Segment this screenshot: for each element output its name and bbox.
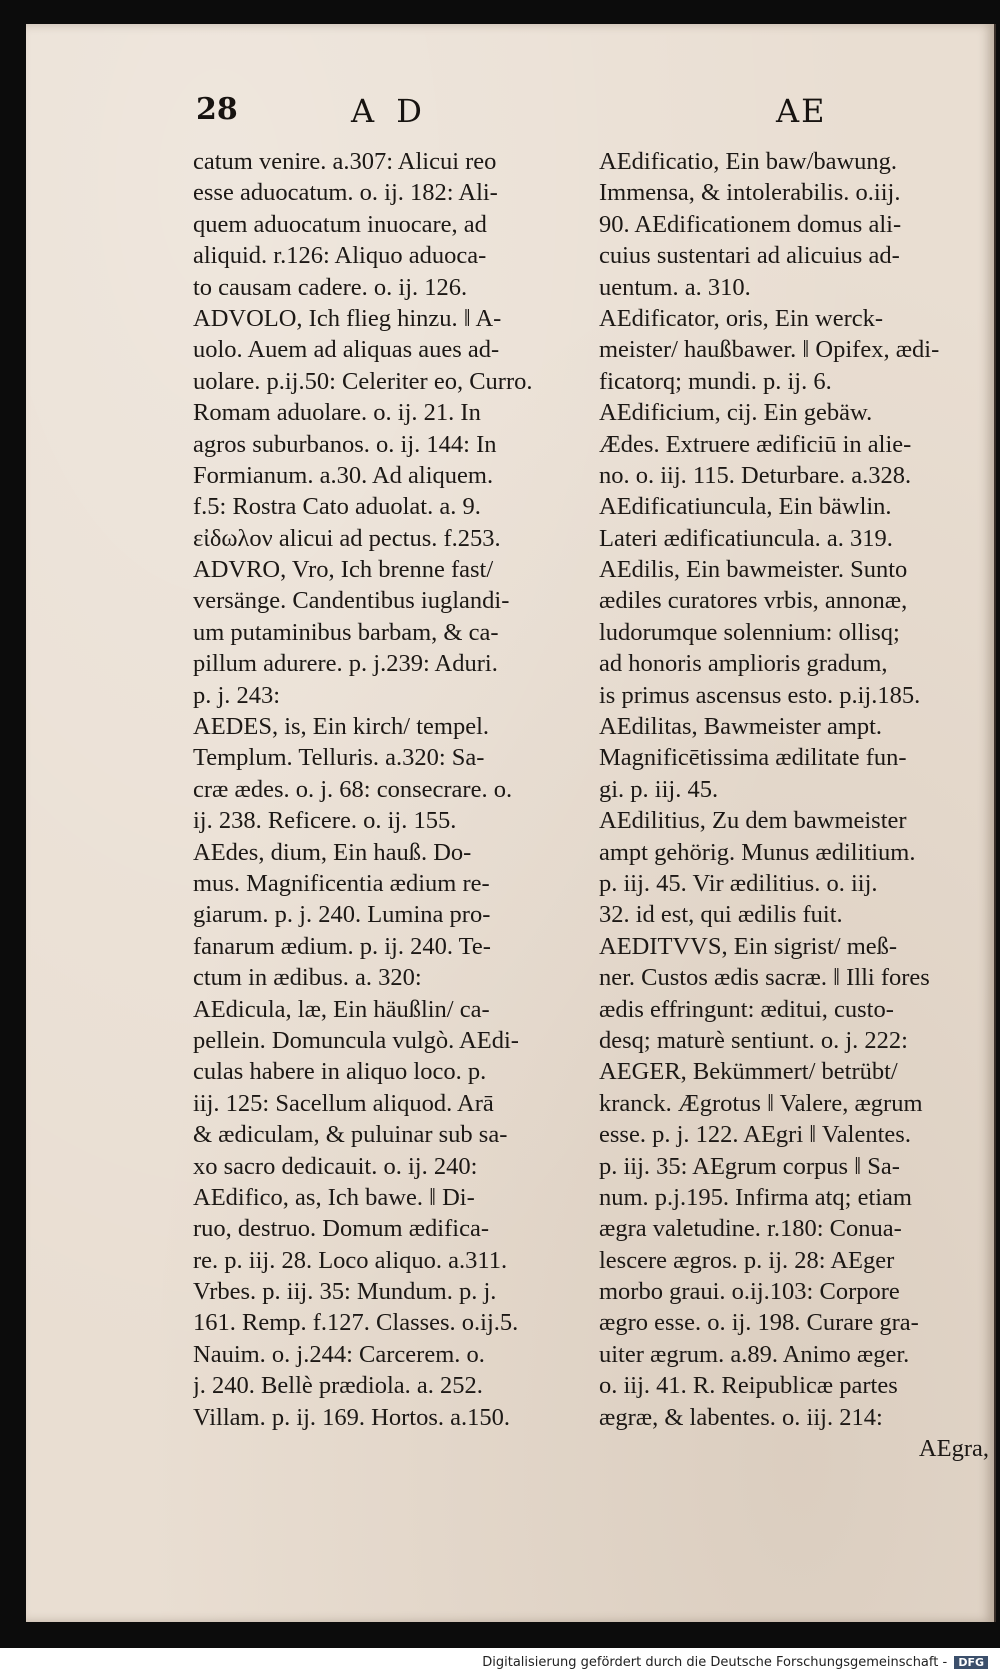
text-line: ctum in ædibus. a. 320:: [193, 964, 422, 992]
text-line: Immensa, & intolerabilis. o.iij.: [599, 179, 901, 207]
text-line: AEdificatio, Ein baw/bawung.: [599, 148, 898, 175]
text-line: AEdilitas, Bawmeister ampt.: [599, 713, 883, 741]
text-line: num. p.j.195. Infirma atq; etiam: [599, 1183, 912, 1211]
text-line: p. j. 243:: [193, 681, 281, 709]
text-line: AEDES, is, Ein kirch/ tempel.: [193, 713, 489, 741]
text-line: pellein. Domuncula vulgò. AEdi-: [193, 1026, 519, 1054]
text-line: to causam cadere. o. ij. 126.: [193, 273, 468, 301]
text-line: versänge. Candentibus iuglandi-: [193, 587, 510, 615]
text-line: uentum. a. 310.: [599, 273, 751, 301]
text-line: cræ ædes. o. j. 68: consecrare. o.: [193, 775, 513, 803]
left-text-column: [193, 146, 583, 1433]
text-line: um putaminibus barbam, & ca-: [193, 618, 499, 646]
text-line: uolo. Auem ad aliquas aues ad-: [193, 336, 500, 364]
text-line: f.5: Rostra Cato aduolat. a. 9.: [193, 493, 481, 521]
text-line: Lateri ædificatiuncula. a. 319.: [599, 524, 893, 552]
text-line: desq; maturè sentiunt. o. j. 222:: [599, 1026, 908, 1054]
text-line: iij. 125: Sacellum aliquod. Arā: [193, 1089, 494, 1117]
text-line: p. iij. 35: AEgrum corpus ‖ Sa-: [599, 1152, 900, 1180]
text-line: ampt gehörig. Munus ædilitium.: [599, 838, 916, 866]
text-line: uiter ægrum. a.89. Animo æger.: [599, 1340, 910, 1368]
text-line: kranck. Ægrotus ‖ Valere, ægrum: [599, 1089, 923, 1117]
text-line: culas habere in aliquo loco. p.: [193, 1058, 487, 1086]
text-line: Vrbes. p. iij. 35: Mundum. p. j.: [193, 1278, 497, 1306]
text-line: fanarum ædium. p. ij. 240. Te-: [193, 932, 491, 960]
page-number: 28: [196, 92, 238, 127]
text-line: morbo graui. o.ij.103: Corpore: [599, 1278, 900, 1306]
text-line: AEdificium, cij. Ein gebäw.: [599, 399, 873, 427]
text-line: AEdilis, Ein bawmeister. Sunto: [599, 556, 908, 584]
text-line: agros suburbanos. o. ij. 144: In: [193, 430, 497, 458]
text-line: is primus ascensus esto. p.ij.185.: [599, 681, 921, 709]
text-line: mus. Magnificentia ædium re-: [193, 869, 490, 897]
text-line: ægræ, & labentes. o. iij. 214:: [599, 1403, 883, 1431]
text-line: 32. id est, qui ædilis fuit.: [599, 901, 843, 929]
text-line: pillum adurere. p. j.239: Aduri.: [193, 650, 498, 678]
text-line: AEdifico, as, Ich bawe. ‖ Di-: [193, 1183, 475, 1211]
text-line: ruo, destruo. Domum ædifica-: [193, 1215, 489, 1243]
text-line: ADVRO, Vro, Ich brenne fast/: [193, 556, 494, 584]
text-line: AEdificator, oris, Ein werck-: [599, 304, 884, 332]
header-left-letters: A D: [351, 92, 428, 130]
text-line: lescere ægros. p. ij. 28: AEger: [599, 1246, 895, 1274]
digitization-credit: [482, 1655, 988, 1670]
book-page: [26, 24, 996, 1622]
text-line: AEdilitius, Zu dem bawmeister: [599, 807, 907, 835]
text-line: AEgra,: [918, 1435, 989, 1463]
text-line: AEdes, dium, Ein hauß. Do-: [193, 838, 472, 866]
text-line: ficatorq; mundi. p. ij. 6.: [599, 367, 832, 395]
text-line: ij. 238. Reficere. o. ij. 155.: [193, 807, 457, 835]
text-line: Romam aduolare. o. ij. 21. In: [193, 399, 481, 427]
text-line: ner. Custos ædis sacræ. ‖ Illi fores: [599, 964, 930, 992]
text-line: aliquid. r.126: Aliquo aduoca-: [193, 242, 487, 270]
text-line: Templum. Telluris. a.320: Sa-: [193, 744, 485, 772]
text-line: cuius sustentari ad alicuius ad-: [599, 242, 900, 270]
text-line: Ædes. Extruere ædificiū in alie-: [599, 430, 912, 458]
text-line: re. p. iij. 28. Loco aliquo. a.311.: [193, 1246, 508, 1274]
text-line: ædiles curatores vrbis, annonæ,: [599, 587, 908, 615]
text-line: gi. p. iij. 45.: [599, 775, 719, 803]
text-line: quem aduocatum inuocare, ad: [193, 210, 487, 238]
text-line: catum venire. a.307: Alicui reo: [193, 148, 497, 175]
right-text-column: [599, 146, 989, 1464]
text-line: ad honoris amplioris gradum,: [599, 650, 888, 678]
dfg-logo: DFG: [954, 1656, 988, 1669]
text-line: 90. AEdificationem domus ali-: [599, 210, 902, 238]
text-line: ægra valetudine. r.180: Conua-: [599, 1215, 902, 1243]
text-line: uolare. p.ij.50: Celeriter eo, Curro.: [193, 367, 533, 395]
text-line: ædis effringunt: æditui, custo-: [599, 995, 894, 1023]
text-line: no. o. iij. 115. Deturbare. a.328.: [599, 461, 912, 489]
text-line: ludorumque solennium: ollisq;: [599, 618, 900, 646]
text-line: o. iij. 41. R. Reipublicæ partes: [599, 1372, 898, 1400]
text-line: εἰδωλον alicui ad pectus. f.253.: [193, 524, 501, 552]
running-header: [166, 92, 976, 142]
text-line: meister/ haußbawer. ‖ Opifex, ædi-: [599, 336, 940, 364]
text-line: AEGER, Bekümmert/ betrübt/: [599, 1058, 898, 1086]
text-line: AEDITVVS, Ein sigrist/ meß-: [599, 932, 898, 960]
text-line: xo sacro dedicauit. o. ij. 240:: [193, 1152, 478, 1180]
credit-text: Digitalisierung gefördert durch die Deutsche Forschungsgemeinschaft -: [482, 1655, 948, 1670]
text-line: AEdificatiuncula, Ein bäwlin.: [599, 493, 892, 521]
text-line: Formianum. a.30. Ad aliquem.: [193, 461, 494, 489]
text-line: Magnificētissima ædilitate fun-: [599, 744, 907, 772]
text-line: esse. p. j. 122. AEgri ‖ Valentes.: [599, 1121, 911, 1149]
text-line: 161. Remp. f.127. Classes. o.ij.5.: [193, 1309, 519, 1337]
text-line: & ædiculam, & puluinar sub sa-: [193, 1121, 508, 1149]
text-line: esse aduocatum. o. ij. 182: Ali-: [193, 179, 498, 207]
text-line: Nauim. o. j.244: Carcerem. o.: [193, 1340, 485, 1368]
text-line: ADVOLO, Ich flieg hinzu. ‖ A-: [193, 304, 502, 332]
text-line: ægro esse. o. ij. 198. Curare gra-: [599, 1309, 919, 1337]
text-line: p. iij. 45. Vir ædilitius. o. iij.: [599, 869, 878, 897]
text-line: AEdicula, læ, Ein häußlin/ ca-: [193, 995, 490, 1023]
text-line: Villam. p. ij. 169. Hortos. a.150.: [193, 1403, 511, 1431]
text-line: j. 240. Bellè prædiola. a. 252.: [193, 1372, 483, 1400]
text-line: giarum. p. j. 240. Lumina pro-: [193, 901, 491, 929]
header-right-letters: AE: [776, 92, 827, 130]
